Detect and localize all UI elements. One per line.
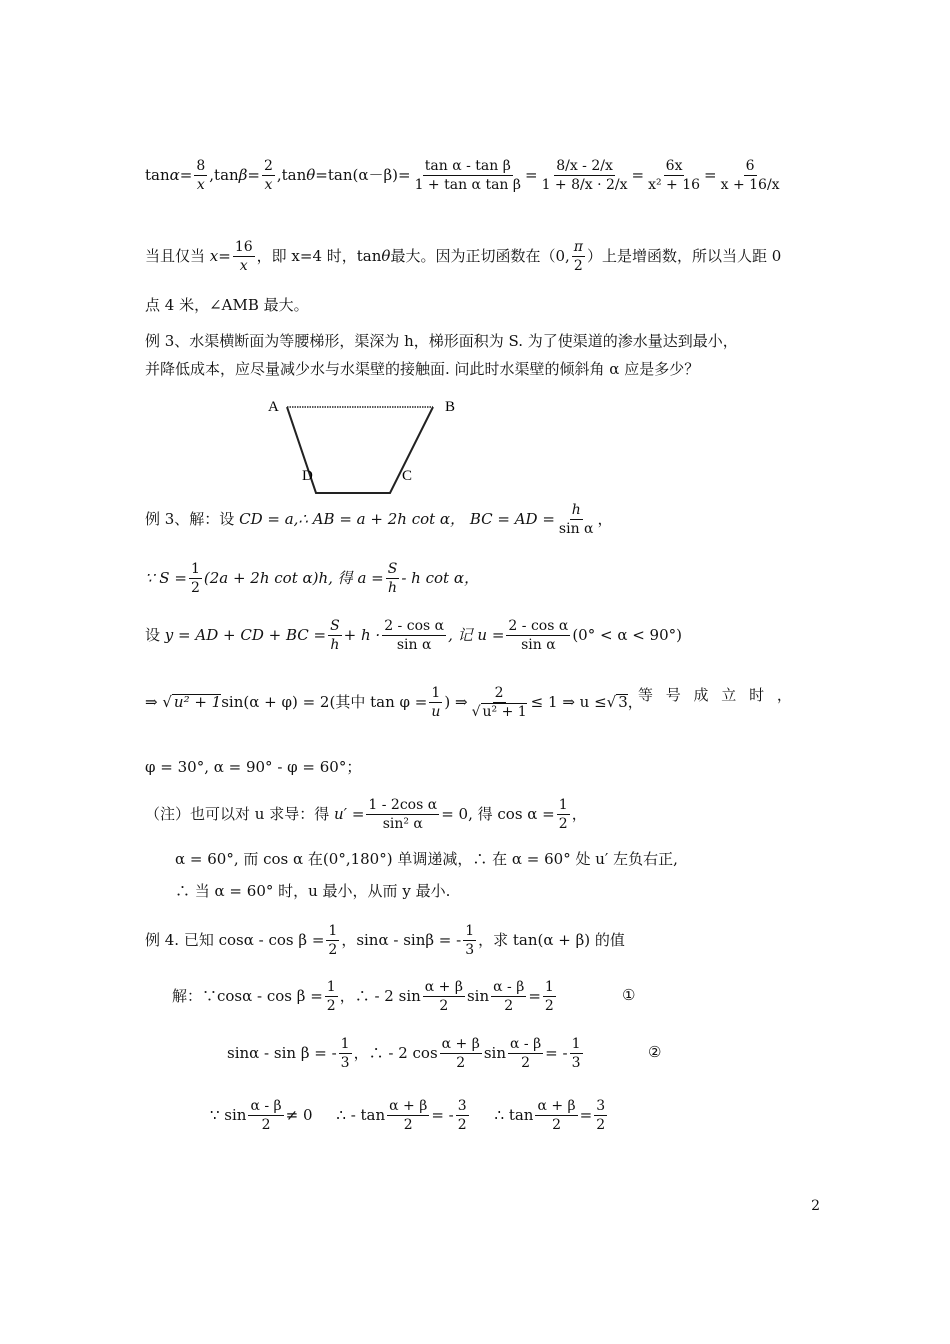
fraction-6x: $\frac{6x}{\text{x² + 16}}$ bbox=[648, 157, 701, 193]
fraction-8-over-x: $\frac{8}{x}$ bbox=[196, 157, 206, 193]
example4-step2: sinα - sin β = - 1 3 ，∴ - 2 cos α + β 2 sin $\frac{\alpha - \beta}{2}$ = - 1 3 bbox=[227, 1035, 581, 1071]
solution-step4: ⇒ √ u² + 1 sin(α + φ) = 2(其中 tan φ = $\frac{1}{u}$ ) ⇒ $\frac{2}{\text{√ u² + 1}}$ ≤ 1 ⇒ u ≤ √ 3 ， bbox=[145, 684, 643, 720]
frac-r2-d: 1 3 bbox=[571, 1035, 581, 1071]
note-derivative-line: （注）也可以对 u 求导：得 u′ = $\frac{\text{1 - 2cos α}}{\text{sin² α}}$ = 0, 得 cos α = $\frac{1}{2}$ ， bbox=[145, 796, 587, 832]
solution-step1: 例 3、解：设 CD = a,∴ AB = a + 2h cot α， BC = AD = $\frac{h}{\text{sin α}}$ ， bbox=[145, 501, 613, 537]
fraction-one-half-2: $\frac{1}{2}$ bbox=[558, 796, 568, 832]
fraction-s-over-h: $\frac{S}{h}$ bbox=[387, 560, 398, 596]
solution-step5: φ = 30°, α = 90° - φ = 60°； bbox=[145, 758, 362, 776]
page-number: 2 bbox=[811, 1198, 820, 1214]
example3-question-line1: 例 3、水渠横断面为等腰梯形，渠深为 h，梯形面积为 S. 为了使渠道的渗水量达到最小， bbox=[145, 332, 738, 350]
note-monotonic-line: α = 60°, 而 cos α 在(0°,180°) 单调递减，∴ 在 α = 60° 处 u′ 左负右正, bbox=[175, 850, 678, 868]
fraction-compound: $\frac{8/x - 2/x}{1 + 8/x \cdot 2/x}$ bbox=[541, 157, 628, 193]
frac-r2-a: 1 3 bbox=[340, 1035, 350, 1071]
solution-step3: 设 y = AD + CD + BC = $\frac{S}{h}$ + h · 2 - cos α sin α , 记 u = $\frac{\text{2 - cos α}}{\text{sin α}}$ (0° < α < 90°) bbox=[145, 617, 683, 653]
frac-r2-b: α + β 2 bbox=[441, 1035, 480, 1071]
example3-question-line2: 并降低成本，应尽量减少水与水渠壁的接触面. 问此时水渠壁的倾斜角 α 应是多少？ bbox=[145, 360, 700, 378]
fraction-one-half-3: $\frac{1}{2}$ bbox=[328, 922, 338, 958]
frac-r3-a: α - β 2 bbox=[250, 1097, 282, 1133]
fraction-1-over-u: $\frac{1}{u}$ bbox=[431, 684, 441, 720]
circled-one-marker: ① bbox=[622, 986, 636, 1004]
fraction-u-definition: $\frac{\text{2 - cos α}}{\text{sin α}}$ bbox=[508, 617, 569, 653]
fraction-one-third: 1 3 bbox=[465, 922, 475, 958]
frac-r2-c: $\frac{\alpha - \beta}{2}$ bbox=[509, 1035, 542, 1071]
frac-r3-d: $\frac{\alpha + \beta}{2}$ bbox=[537, 1097, 576, 1133]
conclusion-line: 点 4 米，∠AMB 最大。 bbox=[145, 296, 309, 314]
fraction-2-over-x: $\frac{2}{x}$ bbox=[263, 157, 273, 193]
trapezoid-figure bbox=[255, 392, 475, 504]
fraction-16-over-x: $\frac{16}{x}$ bbox=[234, 238, 253, 274]
frac-r3-b: $\frac{\alpha + \beta}{2}$ bbox=[389, 1097, 428, 1133]
fraction-h-over-sin: $\frac{h}{\text{sin α}}$ bbox=[558, 501, 594, 537]
frac-r1-c: $\frac{\alpha - \beta}{2}$ bbox=[493, 978, 525, 1014]
fraction-pi-over-2: π 2 bbox=[573, 238, 583, 274]
equality-condition-line: 当且仅当 x= $\frac{16}{x}$ ，即 x=4 时，tan θ 最大。因为正切函数在（0, π 2 ）上是增函数，所以当人距 0 bbox=[145, 238, 782, 274]
frac-r1-d: $\frac{1}{2}$ bbox=[544, 978, 554, 1014]
example4-question: 例 4. 已知 cosα - cos β = $\frac{1}{2}$ ，sinα - sinβ = - 1 3 ，求 tan(α + β) 的值 bbox=[145, 922, 625, 958]
fraction-6: $\frac{6}{x + 16/x}$ bbox=[720, 157, 780, 193]
example4-step1: 解：∵cosα - cos β = $\frac{1}{2}$ ，∴ - 2 sin α + β 2 sin $\frac{\alpha - \beta}{2}$ = $\frac{1}{2}$ bbox=[172, 978, 554, 1014]
solution-step2: ∵ S = $\frac{1}{2}$ (2a + 2h cot α)h, 得 a = $\frac{S}{h}$ - h cot α， bbox=[145, 560, 479, 596]
frac-r3-e: $\frac{3}{2}$ bbox=[596, 1097, 606, 1133]
frac-r1-b: α + β 2 bbox=[424, 978, 463, 1014]
tan-chain-line: tan α = $\frac{8}{x}$ ,tan β = $\frac{2}{x}$ ,tan θ =tan(α－β)= $\frac{\text{tan α - tan β}}{\text{1 + tan α tan β}}$ = $\frac{8/x - 2/x}{1 + 8/x \cdot 2/x}$ = $\frac{6x}{\text{x² + 16}}$ = $\frac{6}{x + 16/x}$ bbox=[145, 157, 780, 193]
fraction-2-minus-cos: 2 - cos α sin α bbox=[384, 617, 445, 653]
note-minimum-line: ∴ 当 α = 60° 时，u 最小，从而 y 最小. bbox=[175, 882, 451, 900]
equality-holds-text: 等 号 成 立 时 ， bbox=[638, 686, 796, 704]
label-c: C bbox=[402, 468, 413, 484]
fraction-one-half: $\frac{1}{2}$ bbox=[190, 560, 200, 596]
label-b: B bbox=[445, 399, 456, 415]
example4-step3: ∵ sin α - β 2 ≠ 0 ∴ - tan $\frac{\alpha + \beta}{2}$ = - 3 2 ∴ tan $\frac{\alpha + \beta}{2}$ = $\frac{3}{2}$ bbox=[210, 1097, 606, 1133]
fraction-2-over-sqrt: $\frac{2}{\text{√ u² + 1}}$ bbox=[471, 684, 527, 720]
frac-r3-c: 3 2 bbox=[457, 1097, 467, 1133]
fraction-derivative: $\frac{\text{1 - 2cos α}}{\text{sin² α}}$ bbox=[368, 796, 438, 832]
fraction-tan-difference: $\frac{\text{tan α - tan β}}{\text{1 + tan α tan β}}$ bbox=[414, 157, 521, 193]
fraction-s-over-h-2: $\frac{S}{h}$ bbox=[330, 617, 340, 653]
label-a: A bbox=[268, 399, 279, 415]
label-d: D bbox=[302, 468, 313, 484]
frac-r1-a: $\frac{1}{2}$ bbox=[326, 978, 336, 1014]
circled-two-marker: ② bbox=[648, 1043, 662, 1061]
